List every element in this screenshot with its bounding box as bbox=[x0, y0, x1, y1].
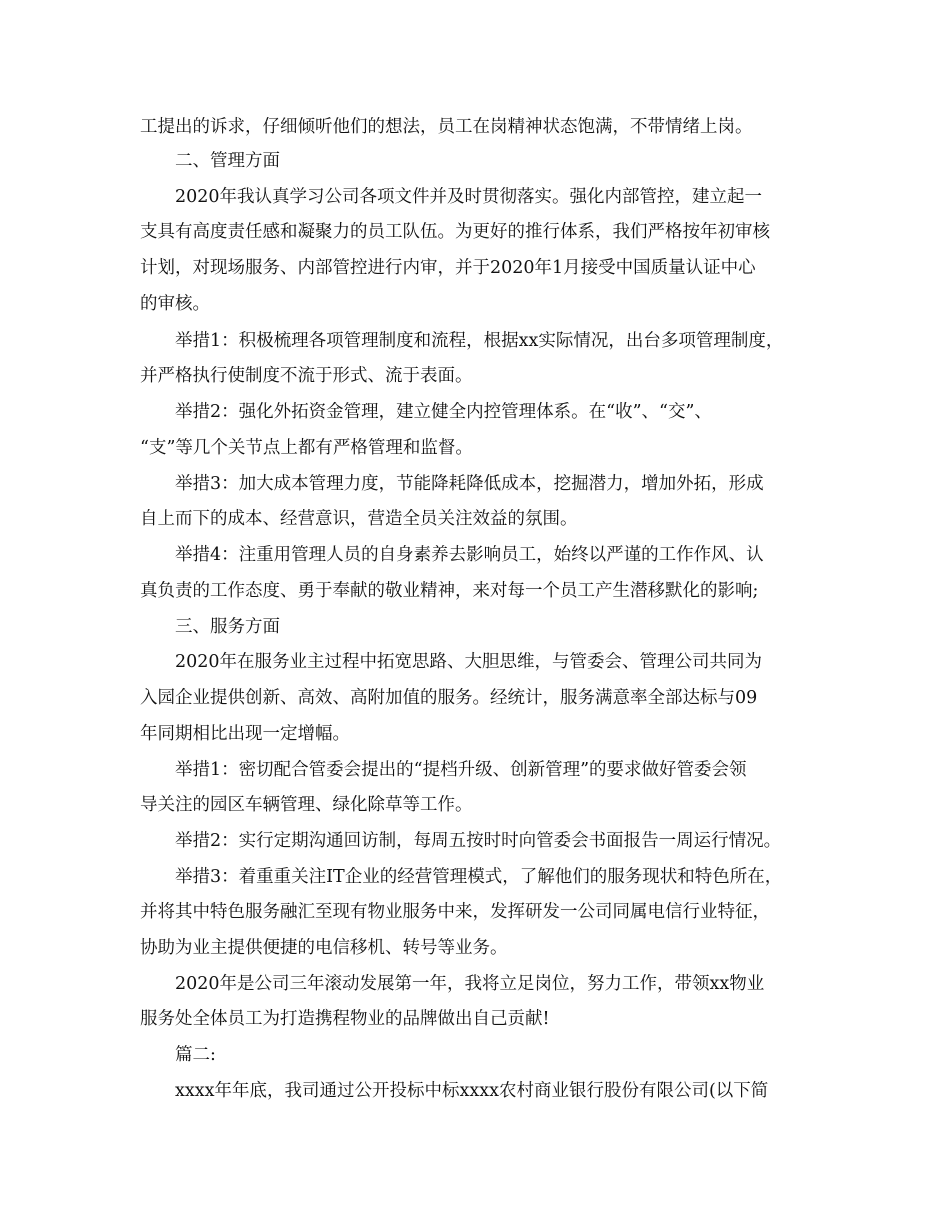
body-line: 年同期相比出现一定增幅。 bbox=[140, 724, 350, 744]
body-line: 支具有高度责任感和凝聚力的员工队伍。为更好的推行体系，我们严格按年初审核 bbox=[140, 222, 770, 242]
body-line: 举措3：着重重关注IT企业的经营管理模式，了解他们的服务现状和特色所在， bbox=[175, 867, 783, 887]
body-line: 2020年我认真学习公司各项文件并及时贯彻落实。强化内部管控，建立起一 bbox=[175, 187, 763, 207]
body-line: 并严格执行使制度不流于形式、流于表面。 bbox=[140, 366, 473, 386]
body-line: 的审核。 bbox=[140, 294, 210, 314]
body-line: 2020年是公司三年滚动发展第一年，我将立足岗位，努力工作，带领xx物业 bbox=[175, 974, 765, 994]
body-line: “支”等几个关节点上都有严格管理和监督。 bbox=[140, 438, 473, 458]
body-line: 协助为业主提供便捷的电信移机、转号等业务。 bbox=[140, 938, 508, 958]
section-heading: 三、服务方面 bbox=[175, 617, 280, 637]
body-line: 并将其中特色服务融汇至现有物业服务中来，发挥研发一公司同属电信行业特征， bbox=[140, 902, 770, 922]
section-heading: 二、管理方面 bbox=[175, 151, 280, 171]
body-line: 举措3：加大成本管理力度，节能降耗降低成本，挖掘潜力，增加外拓，形成 bbox=[175, 474, 764, 494]
body-line: 服务处全体员工为打造携程物业的品牌做出自己贡献! bbox=[140, 1009, 550, 1029]
body-line: 工提出的诉求，仔细倾听他们的想法，员工在岗精神状态饱满，不带情绪上岗。 bbox=[140, 117, 753, 137]
section-heading: 篇二: bbox=[175, 1045, 216, 1065]
body-line: xxxx年年底，我司通过公开投标中标xxxx农村商业银行股份有限公司(以下简 bbox=[175, 1081, 769, 1101]
body-line: 真负责的工作态度、勇于奉献的敬业精神，来对每一个员工产生潜移默化的影响; bbox=[140, 581, 759, 601]
body-line: 入园企业提供创新、高效、高附加值的服务。经统计，服务满意率全部达标与09 bbox=[140, 688, 758, 708]
body-line: 举措4：注重用管理人员的自身素养去影响员工，始终以严谨的工作作风、认 bbox=[175, 545, 764, 565]
body-line: 2020年在服务业主过程中拓宽思路、大胆思维，与管委会、管理公司共同为 bbox=[175, 652, 763, 672]
body-line: 举措2：强化外拓资金管理，建立健全内控管理体系。在“收”、“交”、 bbox=[175, 402, 712, 422]
body-line: 自上而下的成本、经营意识，营造全员关注效益的氛围。 bbox=[140, 509, 578, 529]
body-line: 导关注的园区车辆管理、绿化除草等工作。 bbox=[140, 795, 473, 815]
body-line: 举措2：实行定期沟通回访制，每周五按时时向管委会书面报告一周运行情况。 bbox=[175, 831, 782, 851]
body-line: 举措1：密切配合管委会提出的“提档升级、创新管理”的要求做好管委会领 bbox=[175, 760, 747, 780]
body-line: 计划，对现场服务、内部管控进行内审，并于2020年1月接受中国质量认证中心 bbox=[140, 258, 756, 278]
body-line: 举措1：积极梳理各项管理制度和流程，根据xx实际情况，出台多项管理制度， bbox=[175, 331, 784, 351]
